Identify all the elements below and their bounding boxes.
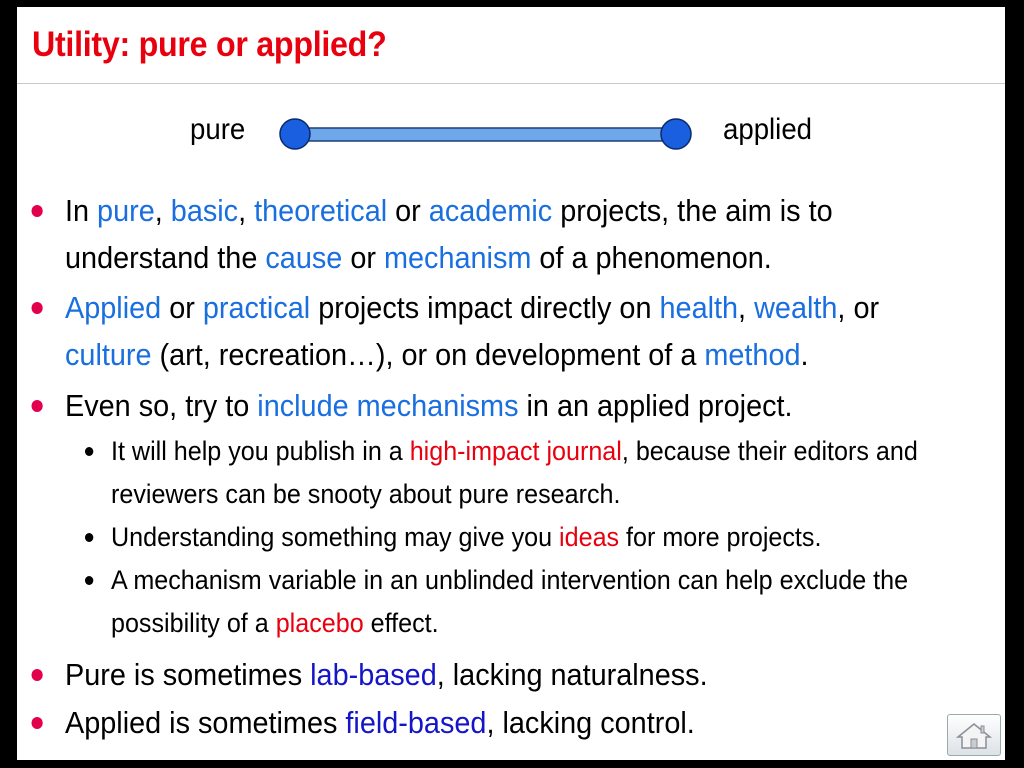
home-button[interactable] [947,714,1001,756]
keyword: health [659,290,739,325]
keyword: practical [202,290,311,325]
home-icon [948,715,1000,755]
keyword: pure [97,193,155,228]
bullet-5 [65,699,958,746]
text-segment: Understanding something may give you [111,522,560,552]
text-segment: for more projects. [619,522,822,552]
text-segment: A mechanism variable in an unblinded intervention can help exclude the possibility of a [111,565,909,638]
pure-applied-scale [273,113,693,155]
keyword: theoretical [254,193,388,228]
bullet-dot [32,669,43,681]
text-segment: . [800,337,809,372]
keyword: Applied [65,290,162,325]
text-segment: , because their editors and reviewers can be snooty about pure research. [111,436,918,509]
text-segment: projects, the aim is to understand the [65,193,833,275]
bullet-dot [32,400,43,412]
sub-bullet-3 [111,559,929,645]
scale-right-knob [661,119,691,149]
keyword: field-based [345,705,487,740]
text-segment: or [161,290,203,325]
text-segment: (art, recreation…), or on development of a [151,337,705,372]
sub-bullet-dot [85,576,93,585]
page-title: Utility: pure or applied? [32,25,387,64]
bullet-3 [65,382,958,429]
keyword: culture [65,337,152,372]
bullet-dot [32,302,43,314]
text-segment: , lacking control. [486,705,695,740]
text-segment: of a phenomenon. [531,240,772,275]
bullet-text [65,657,708,692]
scale-left-knob [280,119,310,149]
scale-right-label: applied [723,113,813,146]
sub-bullet-dot [85,447,93,456]
text-segment: or [387,193,429,228]
keyword: ideas [559,522,620,552]
bullet-text [65,290,879,372]
sub-bullet-2 [111,516,967,559]
sub-bullet-dot [85,533,93,542]
scale-bar [293,128,675,141]
text-segment: , [154,193,171,228]
bullet-dot [32,205,43,217]
text-segment: , [238,193,255,228]
keyword: cause [265,240,343,275]
sub-bullet-text [111,522,821,552]
text-segment: projects impact directly on [310,290,660,325]
keyword: include mechanisms [257,388,519,423]
text-segment: , or [837,290,880,325]
bullet-text [65,388,793,423]
text-segment: in an applied project. [518,388,793,423]
sub-bullet-text [111,436,918,509]
title-divider [17,83,1005,84]
text-segment: or [342,240,384,275]
bullet-2 [65,284,958,378]
keyword: basic [170,193,239,228]
text-segment: Even so, try to [65,388,258,423]
text-segment: Applied is sometimes [65,705,346,740]
keyword: mechanism [383,240,532,275]
keyword: placebo [275,608,364,638]
keyword: high-impact journal [409,436,622,466]
keyword: method [704,337,801,372]
bullet-4 [65,651,958,698]
text-segment: , lacking naturalness. [436,657,708,692]
scale-left-label: pure [190,113,246,146]
sub-bullet-1 [111,430,948,516]
bullet-dot [32,717,43,729]
text-segment: In [65,193,98,228]
sub-bullet-text [111,565,908,638]
keyword: wealth [754,290,838,325]
text-segment: , [738,290,755,325]
bullet-text [65,705,695,740]
bullet-text [65,193,833,275]
keyword: academic [428,193,553,228]
text-segment: Pure is sometimes [65,657,311,692]
slide [17,7,1005,760]
text-segment: effect. [363,608,439,638]
keyword: lab-based [310,657,437,692]
text-segment: It will help you publish in a [111,436,410,466]
bullet-1 [65,187,958,281]
